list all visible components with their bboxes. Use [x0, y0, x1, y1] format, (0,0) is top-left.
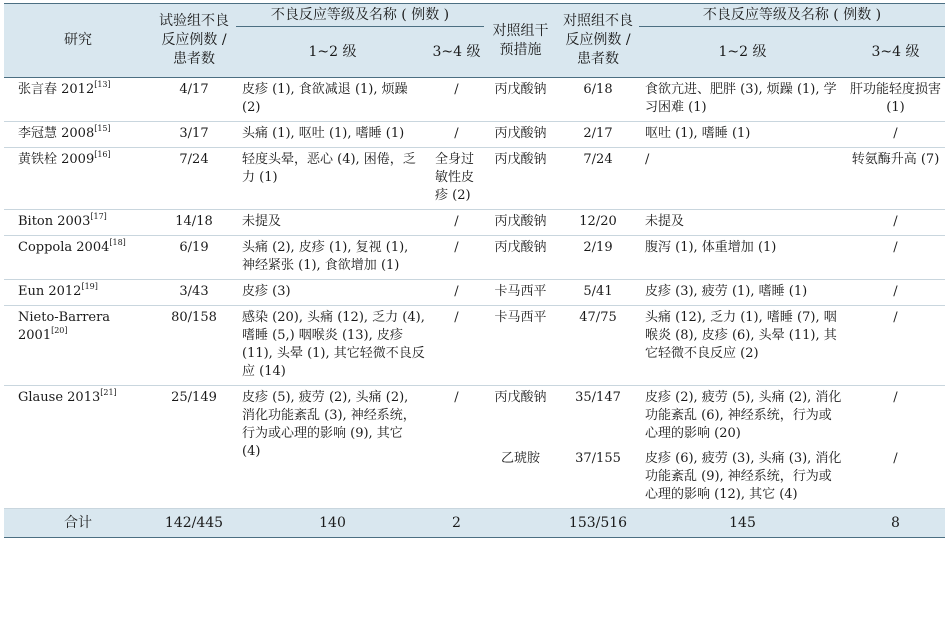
- study-cell: [4, 306, 152, 386]
- citation-ref: [21]: [100, 387, 117, 397]
- trial-grade34: /: [429, 236, 484, 280]
- table-row: [4, 386, 945, 448]
- total-trial-ratio: 142/445: [152, 509, 236, 538]
- control-ratio: 12/20: [557, 210, 639, 236]
- header-control-intervention: 对照组干预措施: [484, 4, 557, 78]
- header-trial-grade-group: 不良反应等级及名称 ( 例数 ): [236, 4, 484, 27]
- control-intervention: 丙戊酸钠: [484, 78, 557, 122]
- trial-grade12: 未提及: [236, 210, 429, 236]
- adverse-reaction-table: [4, 3, 945, 538]
- control-grade34: /: [846, 122, 945, 148]
- trial-ratio: 80/158: [152, 306, 236, 386]
- study-name: 李冠慧 2008: [18, 126, 95, 141]
- study-name: Nieto-Barrera 2001: [18, 310, 111, 343]
- control-intervention: 卡马西平: [484, 306, 557, 386]
- header-control-grade-group: 不良反应等级及名称 ( 例数 ): [639, 4, 945, 27]
- header-trial-ae: 试验组不良反应例数 / 患者数: [152, 4, 236, 78]
- study-cell: [4, 386, 152, 509]
- total-control-intervention: [484, 509, 557, 538]
- trial-grade34: /: [429, 306, 484, 386]
- control-grade12: 头痛 (12), 乏力 (1), 嗜睡 (7), 咽喉炎 (8), 皮疹 (6), 头晕 (11), 其它轻微不良反应 (2): [639, 306, 846, 386]
- table-row: [4, 236, 945, 280]
- header-control-grade12: 1~2 级: [639, 27, 846, 78]
- study-name: Eun 2012: [18, 284, 82, 299]
- control-intervention: 丙戊酸钠: [484, 122, 557, 148]
- header-control-ae: 对照组不良反应例数 / 患者数: [557, 4, 639, 78]
- trial-ratio: 25/149: [152, 386, 236, 509]
- study-name: 黄铁栓 2009: [18, 152, 95, 167]
- total-control-grade34: 8: [846, 509, 945, 538]
- trial-grade34: /: [429, 280, 484, 306]
- header-trial-grade12: 1~2 级: [236, 27, 429, 78]
- trial-grade12: 皮疹 (3): [236, 280, 429, 306]
- table-row: [4, 306, 945, 386]
- control-grade12: /: [639, 148, 846, 210]
- study-cell: [4, 122, 152, 148]
- total-trial-grade12: 140: [236, 509, 429, 538]
- trial-ratio: 3/17: [152, 122, 236, 148]
- trial-grade34: /: [429, 386, 484, 509]
- study-name: Biton 2003: [18, 214, 91, 229]
- total-trial-grade34: 2: [429, 509, 484, 538]
- control-ratio: 7/24: [557, 148, 639, 210]
- control-intervention: 丙戊酸钠: [494, 390, 547, 405]
- table-row: [4, 210, 945, 236]
- trial-grade12: 皮疹 (5), 疲劳 (2), 头痛 (2), 消化功能紊乱 (3), 神经系统，行为或心理的影响 (9), 其它 (4): [236, 386, 429, 509]
- table-row: [4, 148, 945, 210]
- trial-grade12: 头痛 (1), 呕吐 (1), 嗜睡 (1): [236, 122, 429, 148]
- trial-ratio: 3/43: [152, 280, 236, 306]
- study-cell: [4, 148, 152, 210]
- control-ratio: 37/155: [557, 447, 639, 509]
- trial-grade34: 全身过敏性皮疹 (2): [429, 148, 484, 210]
- total-control-grade12: 145: [639, 509, 846, 538]
- study-cell: [4, 78, 152, 122]
- citation-ref: [20]: [51, 325, 68, 335]
- header-control-grade34: 3~4 级: [846, 27, 945, 78]
- total-control-ratio: 153/516: [557, 509, 639, 538]
- trial-grade12: 感染 (20), 头痛 (12), 乏力 (4), 嗜睡 (5,) 咽喉炎 (13), 皮疹 (11), 头晕 (1), 其它轻微不良反应 (14): [236, 306, 429, 386]
- trial-grade34: /: [429, 210, 484, 236]
- control-grade12: 呕吐 (1), 嗜睡 (1): [639, 122, 846, 148]
- total-row: [4, 509, 945, 538]
- control-intervention: 丙戊酸钠: [484, 236, 557, 280]
- control-intervention: 卡马西平: [484, 280, 557, 306]
- control-grade12: 腹泻 (1), 体重增加 (1): [639, 236, 846, 280]
- trial-ratio: 4/17: [152, 78, 236, 122]
- control-grade34: /: [846, 236, 945, 280]
- study-cell: [4, 210, 152, 236]
- table-row: [4, 122, 945, 148]
- citation-ref: [16]: [94, 149, 111, 159]
- control-ratio: 5/41: [557, 280, 639, 306]
- trial-ratio: 14/18: [152, 210, 236, 236]
- trial-grade34: /: [429, 78, 484, 122]
- control-grade34: /: [846, 210, 945, 236]
- control-grade12: 皮疹 (2), 疲劳 (5), 头痛 (2), 消化功能紊乱 (6), 神经系统，行为或心理的影响 (20): [645, 390, 842, 441]
- control-grade34: /: [846, 306, 945, 386]
- control-grade12: 皮疹 (3), 疲劳 (1), 嗜睡 (1): [639, 280, 846, 306]
- table-row: [4, 78, 945, 122]
- control-grade34: 转氨酶升高 (7): [846, 148, 945, 210]
- total-label: 合计: [4, 509, 152, 538]
- trial-grade34: /: [429, 122, 484, 148]
- table-row: [4, 280, 945, 306]
- control-ratio: 35/147: [575, 390, 621, 405]
- citation-ref: [15]: [94, 123, 111, 133]
- trial-grade12: 轻度头晕，恶心 (4), 困倦，乏力 (1): [236, 148, 429, 210]
- study-cell: [4, 236, 152, 280]
- control-intervention: 乙琥胺: [484, 447, 557, 509]
- header-trial-grade34: 3~4 级: [429, 27, 484, 78]
- control-grade12: 未提及: [639, 210, 846, 236]
- control-grade34: /: [846, 280, 945, 306]
- control-grade34: /: [893, 390, 898, 405]
- citation-ref: [18]: [109, 237, 126, 247]
- trial-ratio: 7/24: [152, 148, 236, 210]
- control-ratio: 2/17: [557, 122, 639, 148]
- control-intervention: 丙戊酸钠: [484, 210, 557, 236]
- control-intervention: 丙戊酸钠: [484, 148, 557, 210]
- study-cell: [4, 280, 152, 306]
- control-ratio: 2/19: [557, 236, 639, 280]
- trial-grade12: 皮疹 (1), 食欲减退 (1), 烦躁 (2): [236, 78, 429, 122]
- citation-ref: [13]: [94, 79, 111, 89]
- citation-ref: [19]: [81, 281, 98, 291]
- header-study: 研究: [4, 4, 152, 78]
- study-name: Glause 2013: [18, 390, 101, 405]
- control-ratio: 6/18: [557, 78, 639, 122]
- control-ratio: 47/75: [557, 306, 639, 386]
- study-name: Coppola 2004: [18, 240, 110, 255]
- trial-ratio: 6/19: [152, 236, 236, 280]
- control-grade34: /: [846, 447, 945, 509]
- control-grade12: 食欲亢进、肥胖 (3), 烦躁 (1), 学习困难 (1): [639, 78, 846, 122]
- trial-grade12: 头痛 (2), 皮疹 (1), 复视 (1), 神经紧张 (1), 食欲增加 (1): [236, 236, 429, 280]
- citation-ref: [17]: [90, 211, 107, 221]
- study-name: 张言春 2012: [18, 82, 95, 97]
- control-grade34: 肝功能轻度损害 (1): [846, 78, 945, 122]
- control-grade12: 皮疹 (6), 疲劳 (3), 头痛 (3), 消化功能紊乱 (9), 神经系统，行为或心理的影响 (12), 其它 (4): [639, 447, 846, 509]
